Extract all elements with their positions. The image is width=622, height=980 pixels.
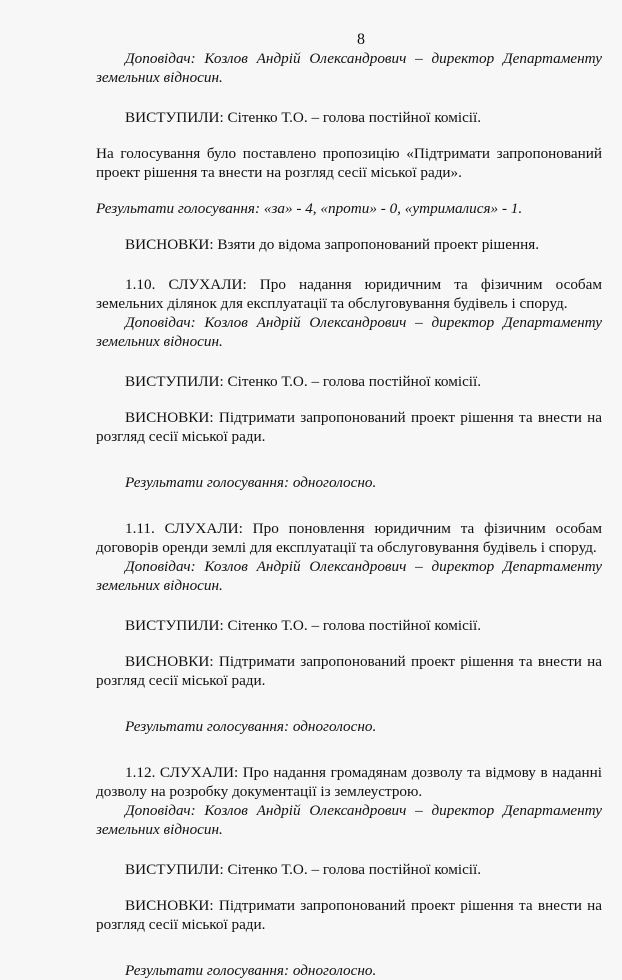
heard-paragraph: 1.11. СЛУХАЛИ: Про поновлення юридичним та фізичним особам договорів оренди землі для експлуатації та обслуговування будівель і споруд. xyxy=(96,520,602,556)
vote-results-paragraph: Результати голосування: «за» - 4, «проти» - 0, «утрималися» - 1. xyxy=(96,200,523,217)
spoke-paragraph: ВИСТУПИЛИ: Сітенко Т.О. – голова постійної комісії. xyxy=(125,373,482,390)
spoke-paragraph: ВИСТУПИЛИ: Сітенко Т.О. – голова постійної комісії. xyxy=(125,861,482,878)
vote-proposal-paragraph: На голосування було поставлено пропозицію «Підтримати запропонований проект рішення та внести на розгляд сесії міської ради». xyxy=(96,145,602,181)
conclusions-paragraph: ВИСНОВКИ: Підтримати запропонований проект рішення та внести на розгляд сесії міської ради. xyxy=(96,653,602,689)
speaker-paragraph: Доповідач: Козлов Андрій Олександрович – директор Департаменту земельних відносин. xyxy=(96,314,602,350)
vote-results-paragraph: Результати голосування: одноголосно. xyxy=(125,962,377,979)
conclusions-paragraph: ВИСНОВКИ: Взяти до відома запропонований проект рішення. xyxy=(125,236,539,253)
speaker-paragraph: Доповідач: Козлов Андрій Олександрович – директор Департаменту земельних відносин. xyxy=(96,50,602,86)
conclusions-paragraph: ВИСНОВКИ: Підтримати запропонований проект рішення та внести на розгляд сесії міської ради. xyxy=(96,897,602,933)
spoke-paragraph: ВИСТУПИЛИ: Сітенко Т.О. – голова постійної комісії. xyxy=(125,109,482,126)
page-number: 8 xyxy=(357,31,365,48)
speaker-paragraph: Доповідач: Козлов Андрій Олександрович – директор Департаменту земельних відносин. xyxy=(96,802,602,838)
spoke-paragraph: ВИСТУПИЛИ: Сітенко Т.О. – голова постійної комісії. xyxy=(125,617,482,634)
speaker-paragraph: Доповідач: Козлов Андрій Олександрович – директор Департаменту земельних відносин. xyxy=(96,558,602,594)
heard-paragraph: 1.12. СЛУХАЛИ: Про надання громадянам дозволу та відмову в наданні дозволу на розробку документації із землеустрою. xyxy=(96,764,602,800)
document-page xyxy=(96,30,602,980)
agenda-item-1-12 xyxy=(96,763,602,980)
vote-results-paragraph: Результати голосування: одноголосно. xyxy=(125,474,377,491)
conclusions-paragraph: ВИСНОВКИ: Підтримати запропонований проект рішення та внести на розгляд сесії міської ради. xyxy=(96,409,602,445)
heard-paragraph: 1.10. СЛУХАЛИ: Про надання юридичним та фізичним особам земельних ділянок для експлуатації та обслуговування будівель і споруд. xyxy=(96,276,602,312)
agenda-item-1-11 xyxy=(96,519,602,736)
vote-results-paragraph: Результати голосування: одноголосно. xyxy=(125,718,377,735)
agenda-item-1-10 xyxy=(96,275,602,492)
